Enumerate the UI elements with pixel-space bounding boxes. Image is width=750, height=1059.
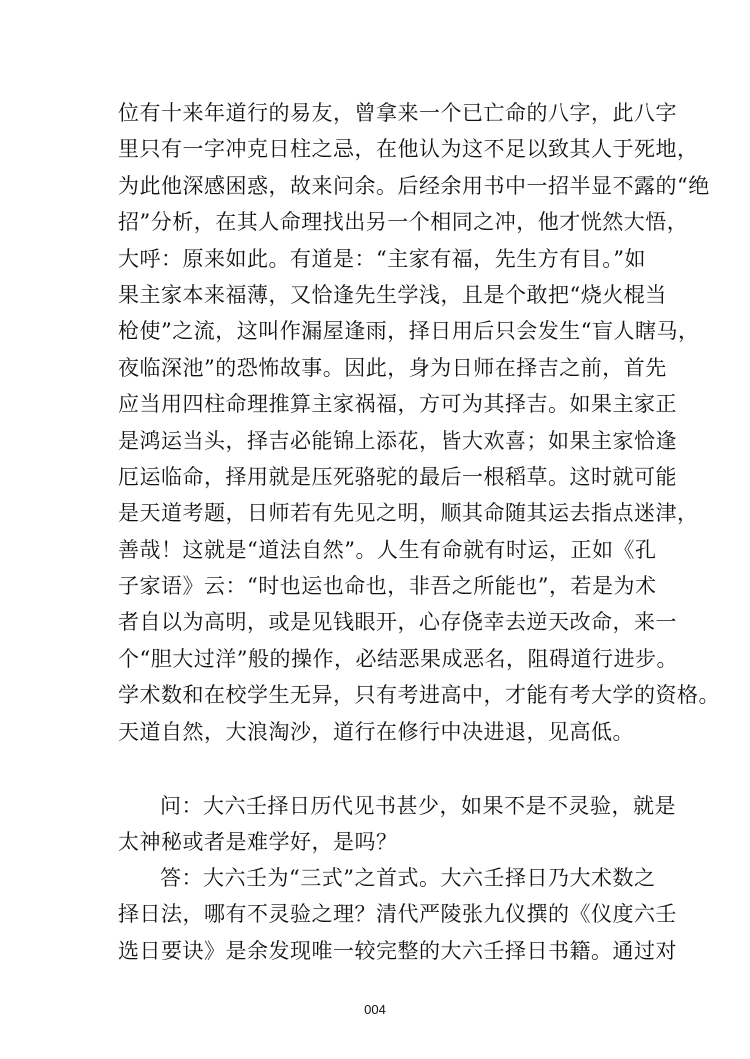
text-line: 太神秘或者是难学好，是吗？	[118, 830, 398, 855]
text-line: 招”分析，在其人命理找出另一个相同之冲，他才恍然大悟，	[118, 210, 689, 235]
text-line: 个“胆大过洋”般的操作，必结恶果成恶名，阻碍道行进步。	[118, 646, 678, 671]
text-line: 是鸿运当头，择吉必能锦上添花，皆大欢喜；如果主家恰逢	[118, 428, 677, 453]
text-line: 果主家本来福薄，又恰逢先生学浅，且是个敢把“烧火棍当	[118, 282, 667, 307]
text-line: 大呼：原来如此。有道是：“主家有福，先生方有目。”如	[118, 246, 646, 271]
text-line: 天道自然，大浪淘沙，道行在修行中决进退，见高低。	[118, 719, 634, 744]
text-line: 位有十来年道行的易友，曾拿来一个已亡命的八字，此八字	[118, 101, 677, 125]
text-line: 里只有一字冲克日柱之忌，在他认为这不足以致其人于死地，	[118, 137, 699, 162]
paragraph-continued-text	[118, 95, 720, 750]
text-line: 厄运临命，择用就是压死骆驼的最后一根稻草。这时就可能	[118, 464, 677, 489]
text-line: 夜临深池”的恐怖故事。因此，身为日师在择吉之前，首先	[118, 355, 667, 380]
text-line: 为此他深感困惑，故来问余。后经余用书中一招半显不露的“绝	[118, 173, 710, 198]
text-line: 枪使”之流，这叫作漏屋逢雨，择日用后只会发生“盲人瞎马，	[118, 319, 700, 344]
paragraph-question	[118, 788, 676, 861]
text-line: 择日法，哪有不灵验之理？清代严陵张九仪撰的《仪度六壬	[118, 902, 677, 927]
text-line: 答：大六壬为“三式”之首式。大六壬择日乃大术数之	[160, 866, 656, 890]
text-line: 是天道考题，日师若有先见之明，顺其命随其运去指点迷津，	[118, 501, 699, 526]
text-line: 善哉！这就是“道法自然”。人生有命就有时运，正如《孔	[118, 537, 657, 562]
text-line: 应当用四柱命理推算主家祸福，方可为其择吉。如果主家正	[118, 392, 677, 417]
text-line: 子家语》云：“时也运也命也，非吾之所能也”，若是为术	[118, 574, 657, 599]
paragraph-answer	[118, 860, 677, 969]
text-line: 者自以为高明，或是见钱眼开，心存侥幸去逆天改命，来一	[118, 610, 677, 635]
text-line: 学术数和在校学生无异，只有考进高中，才能有考大学的资格。	[118, 683, 720, 708]
text-line: 问：大六壬择日历代见书甚少，如果不是不灵验，就是	[160, 794, 676, 818]
page-number: 004	[364, 1002, 386, 1017]
text-line: 选日要诀》是余发现唯一较完整的大六壬择日书籍。通过对	[118, 938, 677, 963]
